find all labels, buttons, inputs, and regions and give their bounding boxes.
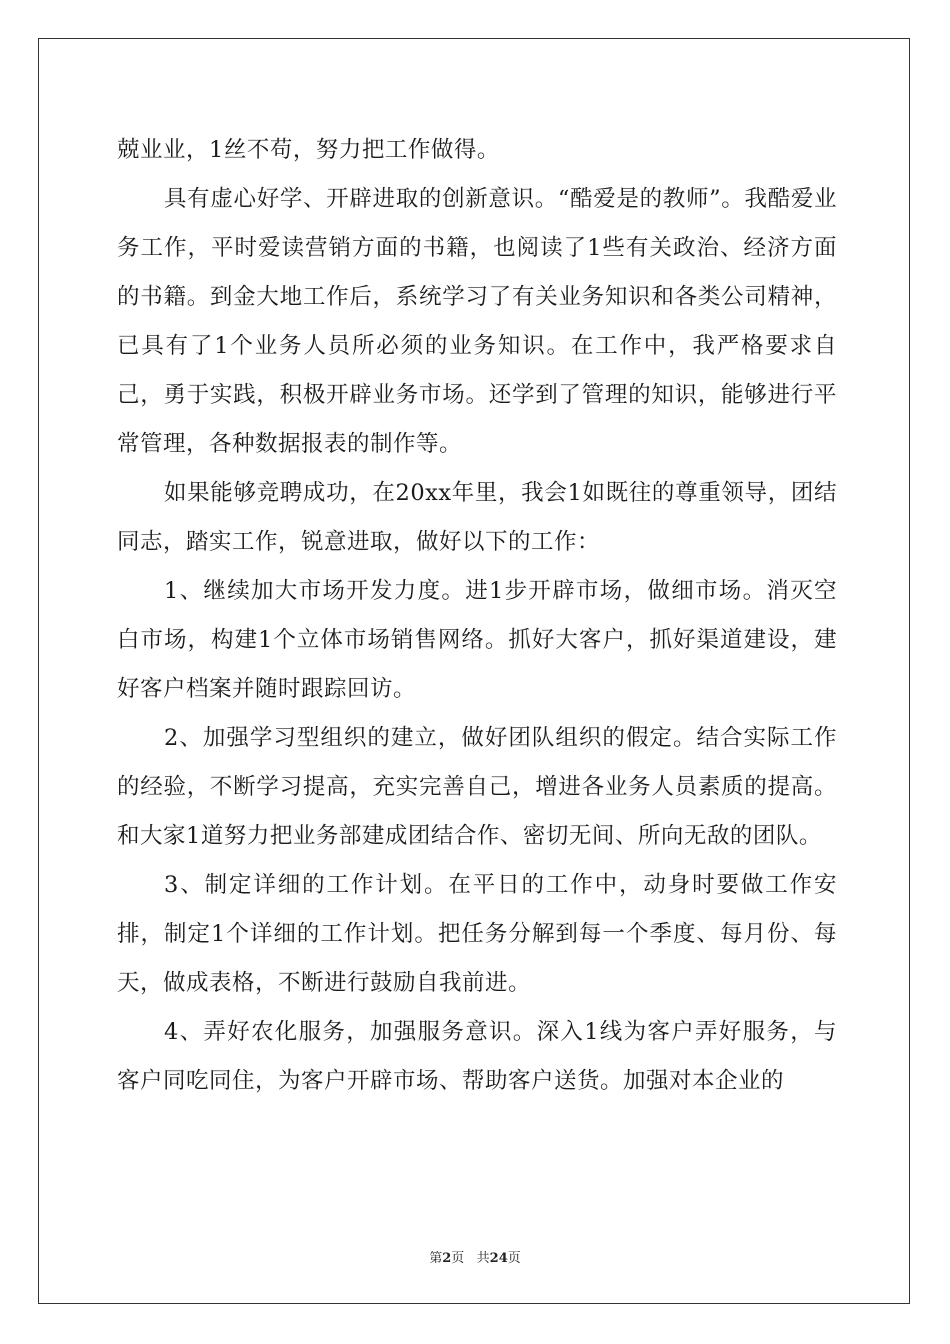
footer-suffix: 页 [507, 1251, 521, 1266]
paragraph: 3、制定详细的工作计划。在平日的工作中，动身时要做工作安排，制定1个详细的工作计划。把任务分解到每一个季度、每月份、每天，做成表格，不断进行鼓励自我前进。 [117, 872, 837, 996]
paragraph: 1、继续加大市场开发力度。进1步开辟市场，做细市场。消灭空白市场，构建1个立体市场销售网络。抓好大客户，抓好渠道建设，建好客户档案并随时跟踪回访。 [117, 578, 837, 702]
paragraph: 2、加强学习型组织的建立，做好团队组织的假定。结合实际工作的经验，不断学习提高，充实完善自己，增进各业务人员素质的提高。和大家1道努力把业务部建成团结合作、密切无间、所向无敌的团队。 [117, 725, 837, 849]
total-pages-number: 24 [489, 1251, 508, 1266]
current-page-number: 2 [442, 1251, 452, 1266]
paragraph: 兢业业，1丝不苟，努力把工作做得。 [117, 137, 500, 163]
footer-mid: 页 共 [451, 1251, 490, 1266]
paragraph: 如果能够竞聘成功，在20xx年里，我会1如既往的尊重领导，团结同志，踏实工作，锐意进取，做好以下的工作： [117, 480, 837, 555]
footer-prefix: 第 [429, 1251, 443, 1266]
page-footer [0, 1247, 950, 1266]
paragraph: 4、弄好农化服务，加强服务意识。深入1线为客户弄好服务，与客户同吃同住，为客户开辟市场、帮助客户送货。加强对本企业的 [117, 1019, 837, 1094]
document-body [117, 126, 837, 1106]
paragraph: 具有虚心好学、开辟进取的创新意识。“酷爱是的教师”。我酷爱业务工作，平时爱读营销方面的书籍，也阅读了1些有关政治、经济方面的书籍。到金大地工作后，系统学习了有关业务知识和各类公司精神，已具有了1个业务人员所必须的业务知识。在工作中，我严格要求自己，勇于实践，积极开辟业务市场。还学到了管理的知识，能够进行平常管理，各种数据报表的制作等。 [117, 186, 837, 457]
